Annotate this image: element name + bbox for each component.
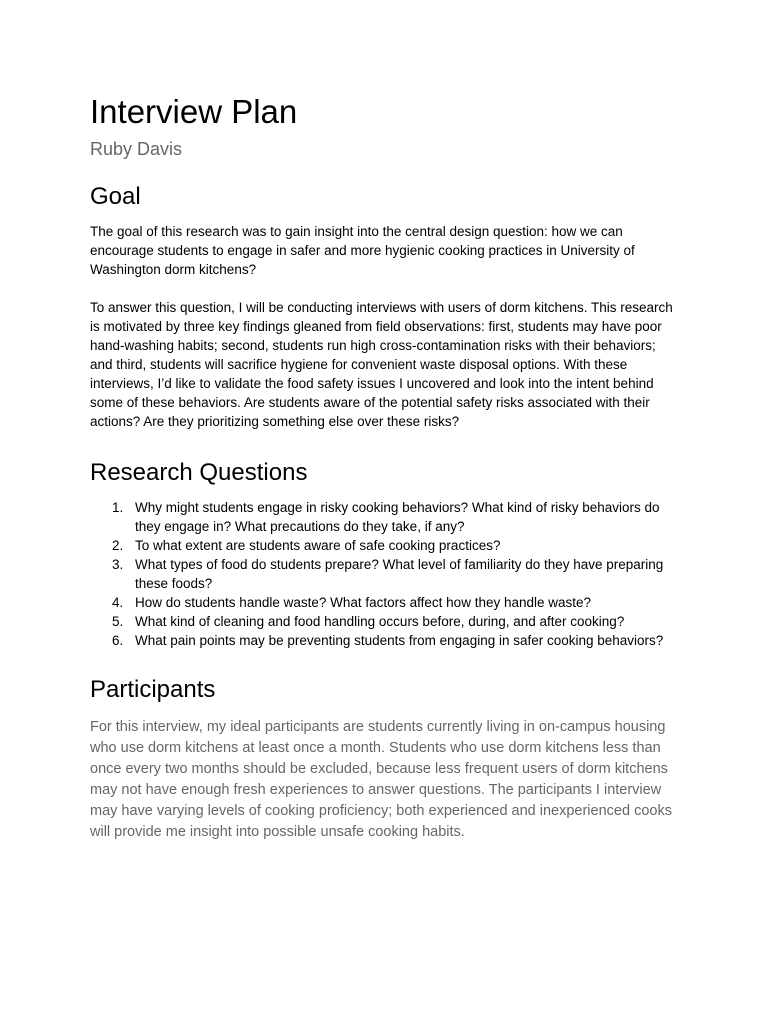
- list-item-number: 5.: [112, 614, 124, 629]
- list-item-text: Why might students engage in risky cooking behaviors? What kind of risky behaviors do they engage in? What precautions do they take, if any?: [135, 500, 660, 534]
- list-item: [90, 555, 678, 593]
- list-item-text: What kind of cleaning and food handling occurs before, during, and after cooking?: [135, 614, 625, 629]
- list-item: [90, 536, 678, 555]
- list-item: [90, 612, 678, 631]
- research-questions-heading: Research Questions: [90, 459, 308, 486]
- goal-paragraph-2: To answer this question, I will be conducting interviews with users of dorm kitchens. This research is motivated by three key findings gleaned from field observations: first, students may have poor hand-washing habits; second, students run high cross-contamination risks with their behaviors; and third, students will sacrifice hygiene for convenient waste disposal options. With these interviews, I’d like to validate the food safety issues I uncovered and look into the intent behind some of these behaviors. Are students aware of the potential safety risks associated with their actions? Are they prioritizing something else over these risks?: [90, 300, 673, 429]
- participants-paragraph: For this interview, my ideal participants are students currently living in on-campus housing who use dorm kitchens at least once a month. Students who use dorm kitchens less than once every two months should be excluded, because less frequent users of dorm kitchens may not have enough fresh experiences to answer questions. The participants I interview may have varying levels of cooking proficiency; both experienced and inexperienced cooks will provide me insight into possible unsafe cooking habits.: [90, 719, 672, 840]
- list-item-number: 1.: [112, 500, 124, 515]
- list-item-number: 4.: [112, 595, 124, 610]
- list-item: [90, 631, 678, 650]
- list-item: [90, 593, 678, 612]
- list-item-text: What pain points may be preventing students from engaging in safer cooking behaviors?: [135, 633, 664, 648]
- document-title: Interview Plan: [90, 93, 298, 130]
- goal-heading: Goal: [90, 183, 141, 210]
- list-item-number: 6.: [112, 633, 124, 648]
- goal-paragraph-1: The goal of this research was to gain insight into the central design question: how we can encourage students to engage in safer and more hygienic cooking practices in University of Washington dorm kitchens?: [90, 224, 635, 277]
- list-item-number: 3.: [112, 557, 124, 572]
- document-subtitle: Ruby Davis: [90, 139, 183, 159]
- participants-heading: Participants: [90, 676, 216, 703]
- research-questions-list: [90, 498, 678, 650]
- list-item-text: To what extent are students aware of safe cooking practices?: [135, 538, 501, 553]
- list-item: [90, 498, 678, 536]
- list-item-text: What types of food do students prepare? What level of familiarity do they have preparing these foods?: [135, 557, 664, 591]
- list-item-number: 2.: [112, 538, 124, 553]
- list-item-text: How do students handle waste? What factors affect how they handle waste?: [135, 595, 592, 610]
